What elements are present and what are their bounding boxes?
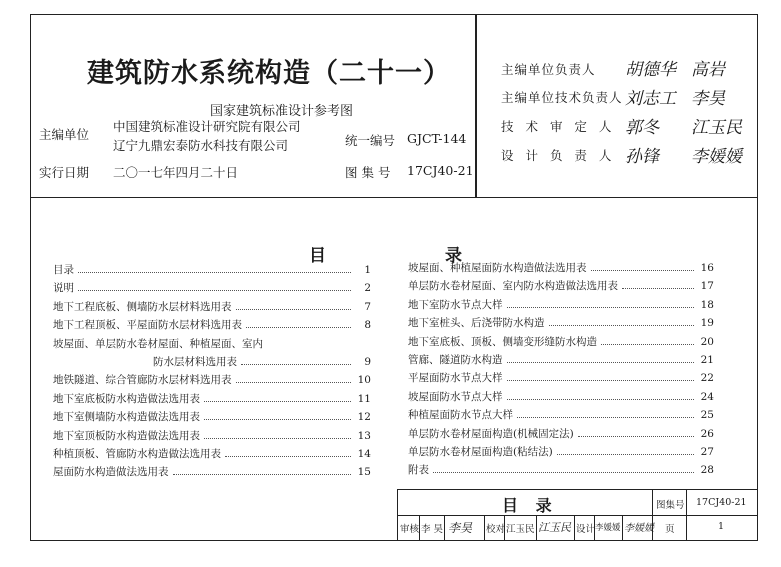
signature-4b: 李媛媛 <box>691 147 742 167</box>
review-label: 审核 <box>400 524 420 535</box>
toc-entry <box>408 296 714 312</box>
checker: 江玉民 <box>506 524 535 535</box>
check-label: 校对 <box>486 524 506 535</box>
toc-entry-title: 防水层材料选用表 <box>153 356 237 368</box>
toc-entry-page: 18 <box>700 298 714 311</box>
toc-leader-dots <box>236 309 352 310</box>
reviewer-signature: 李昊 <box>448 521 473 535</box>
toc-entry-page: 25 <box>700 409 714 422</box>
toc-entry-page: 26 <box>700 427 714 440</box>
atlas-no: 17CJ40-21 <box>407 163 474 178</box>
sign-role-2: 主编单位技术负责人 <box>501 90 623 105</box>
toc-entry <box>408 333 714 349</box>
editor-unit-1: 中国建筑标准设计研究院有限公司 <box>113 119 301 134</box>
unified-no-label: 统一编号 <box>345 133 396 148</box>
signature-3b: 江玉民 <box>691 118 742 138</box>
toc-leader-dots <box>241 364 351 365</box>
header-divider <box>475 15 477 197</box>
toc-entry <box>408 425 714 441</box>
toc-leader-dots <box>173 474 352 475</box>
toc-entry <box>408 443 714 459</box>
toc-entry <box>53 390 371 406</box>
toc-entry-title: 附表 <box>408 464 429 477</box>
signature-3a: 郭冬 <box>625 118 659 138</box>
sign-role-4: 设 计 负 责 人 <box>501 148 616 163</box>
toc-entry <box>53 408 371 424</box>
toc-entry-title: 单层防水卷材屋面构造(机械固定法) <box>408 427 574 440</box>
toc-entry-page: 24 <box>700 390 714 403</box>
toc-entry <box>408 277 714 293</box>
toc-entry-page: 12 <box>357 411 371 424</box>
toc-entry <box>53 445 371 461</box>
signature-1b: 高岩 <box>691 60 725 80</box>
sign-role-1: 主编单位负责人 <box>501 62 596 77</box>
toc-entry <box>53 463 371 479</box>
editor-unit-label: 主编单位 <box>39 127 90 142</box>
title-block-atlas-label: 图集号 <box>656 500 685 511</box>
toc-entry <box>53 427 371 443</box>
toc-entry-page: 9 <box>364 356 371 368</box>
toc-entry-page: 20 <box>700 335 714 348</box>
sign-role-3: 技 术 审 定 人 <box>501 119 616 134</box>
drawing-frame <box>30 14 758 541</box>
atlas-title: 建筑防水系统构造（二十一） <box>87 58 451 89</box>
unified-no: GJCT-144 <box>407 131 467 146</box>
designer-signature: 李媛媛 <box>624 523 654 534</box>
title-block-atlas-no: 17CJ40-21 <box>696 497 747 508</box>
toc-entry-page: 10 <box>357 374 371 387</box>
toc-entry-title: 地下室桩头、后浇带防水构造 <box>408 317 545 330</box>
toc-entry <box>53 279 371 295</box>
title-block-name: 目 录 <box>502 496 558 515</box>
toc-entry-title: 地下工程顶板、平屋面防水层材料选用表 <box>53 319 242 332</box>
toc-entry-title: 地下室底板、顶板、侧墙变形缝防水构造 <box>408 335 597 348</box>
toc-entry-title: 平屋面防水节点大样 <box>408 372 503 385</box>
signature-2a: 刘志工 <box>625 89 676 109</box>
toc-entry-page: 21 <box>700 354 714 366</box>
page-label: 页 <box>665 524 675 535</box>
toc-entry-page: 14 <box>357 448 371 460</box>
designer: 李媛媛 <box>595 523 621 533</box>
reviewer: 李 昊 <box>421 524 444 535</box>
toc-leader-dots <box>246 327 351 328</box>
toc-leader-dots <box>601 344 694 345</box>
toc-leader-dots <box>622 288 694 289</box>
toc-entry-title: 地下室侧墙防水构造做法选用表 <box>53 411 200 424</box>
toc-entry <box>408 369 714 385</box>
toc-entry <box>53 261 371 277</box>
toc-entry-page: 1 <box>364 264 371 276</box>
toc-leader-dots <box>549 325 695 326</box>
header-block <box>31 15 757 198</box>
toc-leader-dots <box>517 417 694 418</box>
toc-entry-title: 说明 <box>53 282 74 295</box>
toc-heading-left: 目 <box>309 246 326 266</box>
toc-entry-title: 种植屋面防水节点大样 <box>408 409 513 422</box>
toc-leader-dots <box>557 454 694 455</box>
toc-leader-dots <box>78 272 351 273</box>
toc-entry-title: 单层防水卷材屋面构造(粘结法) <box>408 446 553 458</box>
toc-entry-page: 28 <box>700 464 714 477</box>
toc-entry-page: 17 <box>700 280 714 293</box>
toc-entry-title: 地下工程底板、侧墙防水层材料选用表 <box>53 300 232 313</box>
toc-entry-page: 19 <box>700 317 714 330</box>
toc-entry-title: 坡屋面、单层防水卷材屋面、种植屋面、室内 <box>53 337 263 350</box>
toc-entry-title: 单层防水卷材屋面、室内防水构造做法选用表 <box>408 280 618 293</box>
toc-entry-title: 地铁隧道、综合管廊防水层材料选用表 <box>53 374 232 387</box>
toc-leader-dots <box>507 399 695 400</box>
signature-1a: 胡德华 <box>625 60 676 80</box>
toc-entry <box>408 351 714 367</box>
toc-entry-page: 7 <box>364 300 371 313</box>
toc-entry-title: 地下室底板防水构造做法选用表 <box>53 392 200 405</box>
toc-entry-page: 16 <box>700 262 714 274</box>
toc-entry <box>408 259 714 275</box>
toc-entry <box>53 371 371 387</box>
toc-leader-dots <box>204 401 351 402</box>
toc-entry <box>408 314 714 330</box>
toc-entry <box>53 298 371 314</box>
toc-heading-right: 录 <box>445 246 462 266</box>
toc-entry <box>53 316 371 332</box>
toc-leader-dots <box>591 270 695 271</box>
toc-leader-dots <box>507 307 695 308</box>
toc-entry-page: 11 <box>357 392 371 405</box>
toc-entry-title: 坡屋面、种植屋面防水构造做法选用表 <box>408 262 587 274</box>
toc-entry-title: 管廊、隧道防水构造 <box>408 354 503 366</box>
toc-entry <box>408 388 714 404</box>
toc-entry-page: 2 <box>364 282 371 295</box>
atlas-no-label: 图 集 号 <box>345 165 391 180</box>
atlas-subtitle: 国家建筑标准设计参考图 <box>210 104 354 119</box>
editor-unit-2: 辽宁九鼎宏泰防水科技有限公司 <box>113 138 289 153</box>
toc-leader-dots <box>433 472 694 473</box>
toc-entry-page: 27 <box>700 446 714 458</box>
toc-leader-dots <box>78 290 351 291</box>
effective-date: 二〇一七年四月二十日 <box>113 165 239 180</box>
design-label: 设计 <box>576 524 596 535</box>
toc-entry <box>153 353 371 369</box>
toc-entry-title: 种植顶板、管廊防水构造做法选用表 <box>53 448 221 460</box>
effective-date-label: 实行日期 <box>39 165 90 180</box>
toc-entry <box>408 461 714 477</box>
toc-entry-title: 目录 <box>53 264 74 276</box>
toc-entry-title: 地下室顶板防水构造做法选用表 <box>53 429 200 442</box>
signature-4a: 孙锋 <box>625 147 659 167</box>
toc-leader-dots <box>578 436 694 437</box>
signature-2b: 李昊 <box>691 89 725 109</box>
toc-leader-dots <box>225 456 351 457</box>
toc-leader-dots <box>204 419 351 420</box>
toc-entry-title: 屋面防水构造做法选用表 <box>53 466 169 479</box>
toc-leader-dots <box>204 438 351 439</box>
toc-leader-dots <box>507 362 695 363</box>
toc-leader-dots <box>507 380 695 381</box>
checker-signature: 江玉民 <box>538 521 571 534</box>
toc-entry-title: 地下室防水节点大样 <box>408 298 503 311</box>
page-number: 1 <box>718 521 725 532</box>
toc-entry <box>53 335 371 351</box>
toc-entry-page: 15 <box>357 466 371 479</box>
toc-entry-title: 坡屋面防水节点大样 <box>408 390 503 403</box>
toc-entry-page: 8 <box>364 319 371 332</box>
toc-leader-dots <box>236 382 352 383</box>
toc-entry-page: 22 <box>700 372 714 385</box>
toc-entry <box>408 406 714 422</box>
title-block <box>397 489 758 541</box>
toc-entry-page: 13 <box>357 429 371 442</box>
